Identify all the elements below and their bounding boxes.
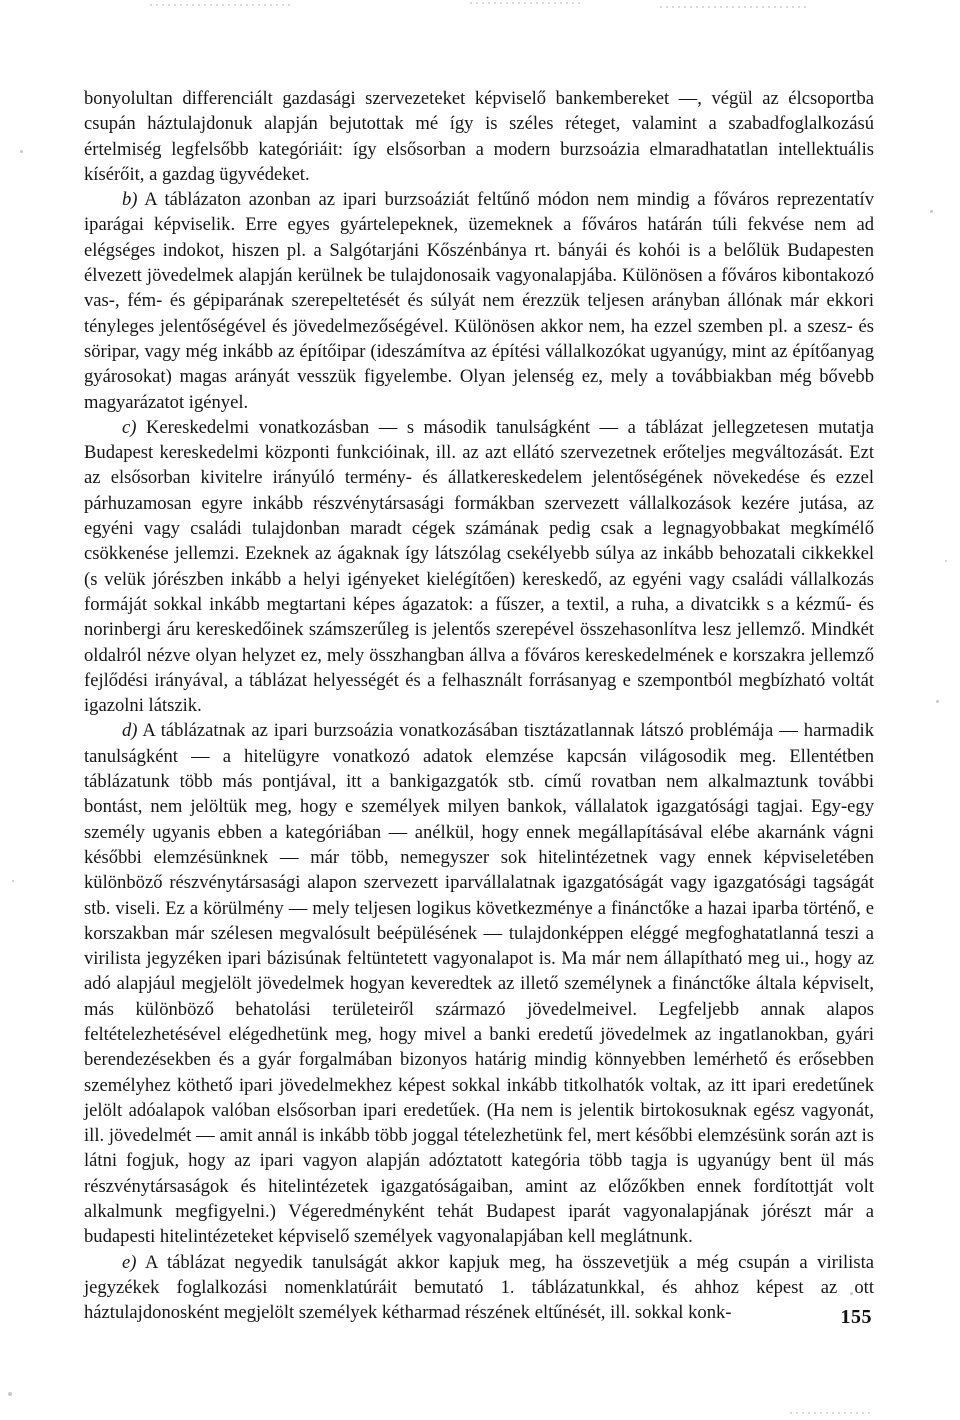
paragraph-text: bonyolultan differenciált gazdasági szervezeteket képviselő bankembereket —, végül az élcsoportba csupán háztulajdonuk alapján bejutottak mé így is széles réteget, valamint a szabadfoglalkozású értelmiség legfelsőbb kategóriáit: így elsősorban a modern burzsoázia elmaradhatatlan intellektuális kísérőit, a gazdag ügyvédeket. xyxy=(84,88,874,185)
scan-edge-noise xyxy=(150,4,290,6)
paragraph-b xyxy=(84,187,874,415)
paragraph-c xyxy=(84,415,874,719)
paragraph-e xyxy=(84,1250,874,1326)
scan-speck xyxy=(8,1392,12,1396)
paragraph-marker: d) xyxy=(122,720,138,742)
scan-edge-noise xyxy=(790,1412,870,1414)
scan-edge-noise xyxy=(660,6,810,8)
page-number: 155 xyxy=(840,1306,872,1328)
paragraph-text: A táblázaton azonban az ipari burzsoáziát feltűnő módon nem mindig a főváros reprezentatív iparágai képviselik. Erre egyes gyártelepeknek, üzemeknek a főváros határán túli fekvése nem ad elégséges indokot, hiszen pl. a Salgótarjáni Kőszénbánya rt. bányái és kohói is a belőlük Budapesten élvezett jövedelmek alapján kerülnek be tulajdonosaik vagyonalapjába. Különösen a főváros kibontakozó vas-, fém- és gépiparának szerepeltetését és súlyát nem érezzük teljesen arányban állónak már ekkori tényleges jelentőségével és jövedelmezőségével. Különösen akkor nem, ha ezzel szemben pl. a szesz- és söripar, vagy még inkább az építőipar (ideszámítva az építési vállalkozókat ugyanúgy, mint az építőanyag gyárosokat) magas arányát vesszük figyelembe. Olyan jelenség ez, mely a továbbiakban még bővebb magyarázatot igényel. xyxy=(84,189,874,413)
scan-speck xyxy=(12,880,14,882)
paragraph-text: A táblázat negyedik tanulságát akkor kapjuk meg, ha összevetjük a még csupán a virilista jegyzékek foglalkozási nomenklatúráit bemutató 1. táblázatunkkal, és ahhoz képest az ott háztulajdonosként megjelölt személyek kétharmad részének eltűnését, ill. sokkal konk- xyxy=(84,1251,874,1324)
paragraph-marker: c) xyxy=(122,416,137,438)
paragraph-text: A táblázatnak az ipari burzsoázia vonatkozásában tisztázatlannak látszó problémája — harmadik tanulságként — a hitelügyre vonatkozó adatok elemzése kapcsán világosodik meg. Ellentétben táblázatunk több más pontjával, itt a bankigazgatók stb. című rovatban nem alkalmaztunk további bontást, nem jelöltük meg, hogy e személyek milyen bankok, vállalatok igazgatósági tagjai. Egy-egy személy ugyanis ebben a kategóriában — anélkül, hogy ennek megállapításával elébe akarnánk vágni későbbi elemzésünknek — már több, nemegyszer sok hitelintézetnek vagy ennek képviseletében különböző részvénytársasági alapon szervezett iparvállalatnak igazgatóságát vagy igazgatósági tagságát stb. viseli. Ez a körülmény — mely teljesen logikus következménye a finánctőke a hazai iparba történő, e korszakban már szélesen megvalósult beépülésének — tulajdonképpen eléggé megfoghatatlanná teszi a virilista jegyzéken ipari bázisúnak feltüntetett vagyonalapot is. Ma már nem állapítható meg ui., hogy az adó alapjául megjelölt jövedelmek hogyan keveredtek az illető személynek a finánctőke általa képviselt, más különböző behatolási területeiről származó jövedelmeivel. Legfeljebb annak alapos feltételezhetésével elégedhetünk meg, hogy mivel a banki eredetű jövedelmek az ingatlanokban, gyári berendezésekben és a gyár forgalmában bizonyos határig mindig könnyebben lemérhető és erősebben személyhez köthető ipari jövedelmekhez képest sokkal inkább titkolhatók voltak, az itt ipari eredetűnek jelölt adóalapok valóban elsősorban ipari eredetűek. (Ha nem is jelentik birtokosuknak egész vagyonát, ill. jövedelmét — amit annál is inkább több joggal tételezhetünk fel, mert későbbi elemzésünk során azt is látni fogjuk, hogy az ipari vagyon alapján adóztatott kategória több tagja is ugyanúgy bent ül más részvénytársaságok és hitelintézetek igazgatóságaiban, amint az előzőkben ennek fordítottját volt alkalmunk megfigyelni.) Végeredményként tehát Budapest iparát vagyonalapjának jórészt már a budapesti hitelintézeteket képviselő személyek vagyonalapjában kell meglátnunk. xyxy=(84,720,874,1248)
scan-edge-noise xyxy=(470,2,580,4)
scan-speck xyxy=(20,150,23,153)
paragraph-text: Kereskedelmi vonatkozásban — s második tanulságként — a táblázat jellegzetesen mutatja Budapest kereskedelmi központi funkcióinak, ill. az azt ellátó szervezetnek erőteljes megváltozását. Ezt az elsősorban kivitelre irányúló termény- és állatkereskedelem jelentőségének növekedése és ezzel párhuzamosan egyre inkább részvénytársasági formákban szervezett vállalkozások kezére jutása, az egyéni vagy családi tulajdonban maradt cégek számának pedig csak a legnagyobbakat megkímélő csökkenése jellemzi. Ezeknek az ágaknak így látszólag csekélyebb súlya az inkább behozatali cikkekkel (s velük jórészben inkább a helyi igényeket kielégítően) kereskedő, az egyéni vagy családi vállalkozás formáját sokkal inkább megtartani képes ágazatok: a fűszer, a textil, a ruha, a divatcikk s a kézmű- és norinbergi áru kereskedőinek számszerűleg is jelentős szerepével összehasonlítva lesz jellemző. Mindkét oldalról nézve olyan helyzet ez, mely összhangban állva a főváros kereskedelmének e korszakra jellemző fejlődési irányával, a táblázat helyességét és a felhasznált forrásanyag e szempontból megbízható voltát igazolni látszik. xyxy=(84,416,874,717)
scan-speck xyxy=(930,210,933,213)
body-text xyxy=(84,86,874,1326)
paragraph-intro xyxy=(84,86,874,187)
paragraph-marker: e) xyxy=(122,1251,137,1273)
scan-speck xyxy=(945,560,947,562)
paragraph-marker: b) xyxy=(122,189,138,211)
scan-speck xyxy=(936,700,939,703)
paragraph-d xyxy=(84,718,874,1249)
